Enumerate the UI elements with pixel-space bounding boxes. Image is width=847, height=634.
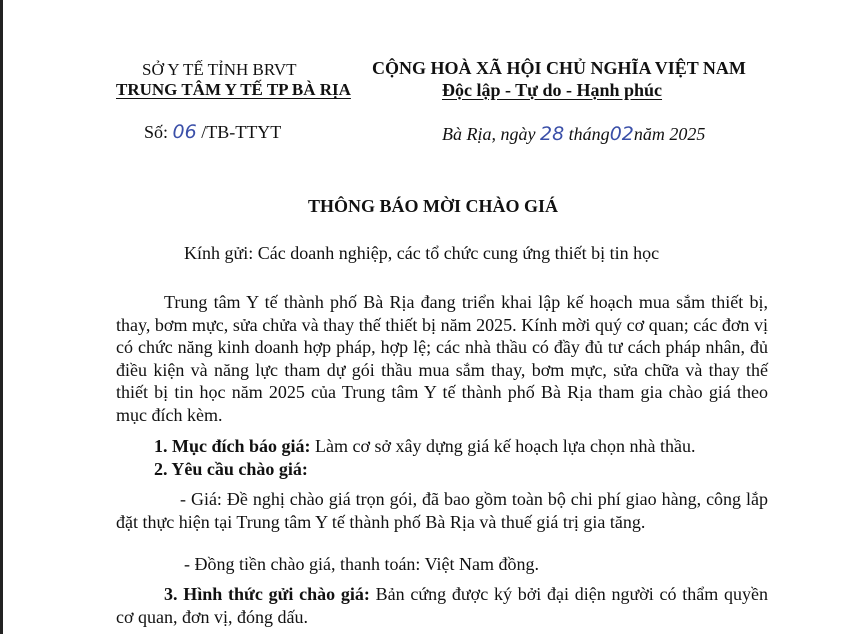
item-purpose bbox=[154, 436, 695, 457]
document-number-value: 06 bbox=[172, 121, 197, 143]
date-month-label: tháng bbox=[568, 124, 610, 144]
item-requirements bbox=[154, 459, 308, 480]
date-day: 28 bbox=[539, 123, 565, 145]
org-parent: SỞ Y TẾ TỈNH BRVT bbox=[142, 60, 297, 79]
item-submission-text: Bản cứng được ký bởi đại diện người có thẩm quyền cơ quan, đơn vị, đóng dấu. bbox=[116, 584, 768, 627]
document-number-suffix: /TB-TTYT bbox=[201, 122, 282, 142]
page-edge bbox=[0, 0, 3, 634]
motto: Độc lập - Tự do - Hạnh phúc bbox=[442, 80, 663, 100]
item-purpose-label: 1. Mục đích báo giá: bbox=[154, 436, 311, 456]
item-purpose-text: Làm cơ sở xây dựng giá kế hoạch lựa chọn nhà thầu. bbox=[310, 436, 696, 456]
nation-heading: CỘNG HOÀ XÃ HỘI CHỦ NGHĨA VIỆT NAM bbox=[372, 58, 746, 78]
date-month: 02 bbox=[609, 123, 634, 145]
document-number bbox=[144, 121, 281, 143]
org-name: TRUNG TÂM Y TẾ TP BÀ RỊA bbox=[116, 80, 351, 99]
date-year: năm 2025 bbox=[633, 124, 706, 144]
document-number-prefix: Số: bbox=[144, 122, 169, 142]
item-requirements-label: 2. Yêu cầu chào giá: bbox=[154, 459, 308, 479]
item-submission-label: 3. Hình thức gửi chào giá: bbox=[164, 584, 370, 604]
date-place: Bà Rịa, ngày bbox=[442, 124, 536, 144]
item-submission bbox=[116, 583, 768, 628]
document-date bbox=[442, 123, 705, 145]
currency-requirement: - Đồng tiền chào giá, thanh toán: Việt Nam đồng. bbox=[184, 554, 540, 574]
document-title: THÔNG BÁO MỜI CHÀO GIÁ bbox=[308, 196, 559, 216]
price-requirement: - Giá: Đề nghị chào giá trọn gói, đã bao gồm toàn bộ chi phí giao hàng, công lắp đặt thực hiện tại Trung tâm Y tế thành phố Bà Rịa và thuế giá trị gia tăng. bbox=[116, 489, 768, 532]
intro-paragraph: Trung tâm Y tế thành phố Bà Rịa đang triển khai lập kế hoạch mua sắm thiết bị, thay, bơm mực, sửa chửa và thay thế thiết bị năm 2025. Kính mời quý cơ quan; các đơn vị có chức năng kinh doanh hợp pháp, hợp lệ; các nhà thầu có đầy đủ tư cách pháp nhân, đủ điều kiện và năng lực tham dự gói thầu mua sắm thay, bơm mực, sửa chữa và thay thế thiết bị tin học năm 2025 của Trung tâm Y tế thành phố Bà Rịa tham gia chào giá theo mục đích kèm. bbox=[116, 292, 768, 425]
greeting: Kính gửi: Các doanh nghiệp, các tổ chức cung ứng thiết bị tin học bbox=[184, 243, 660, 263]
